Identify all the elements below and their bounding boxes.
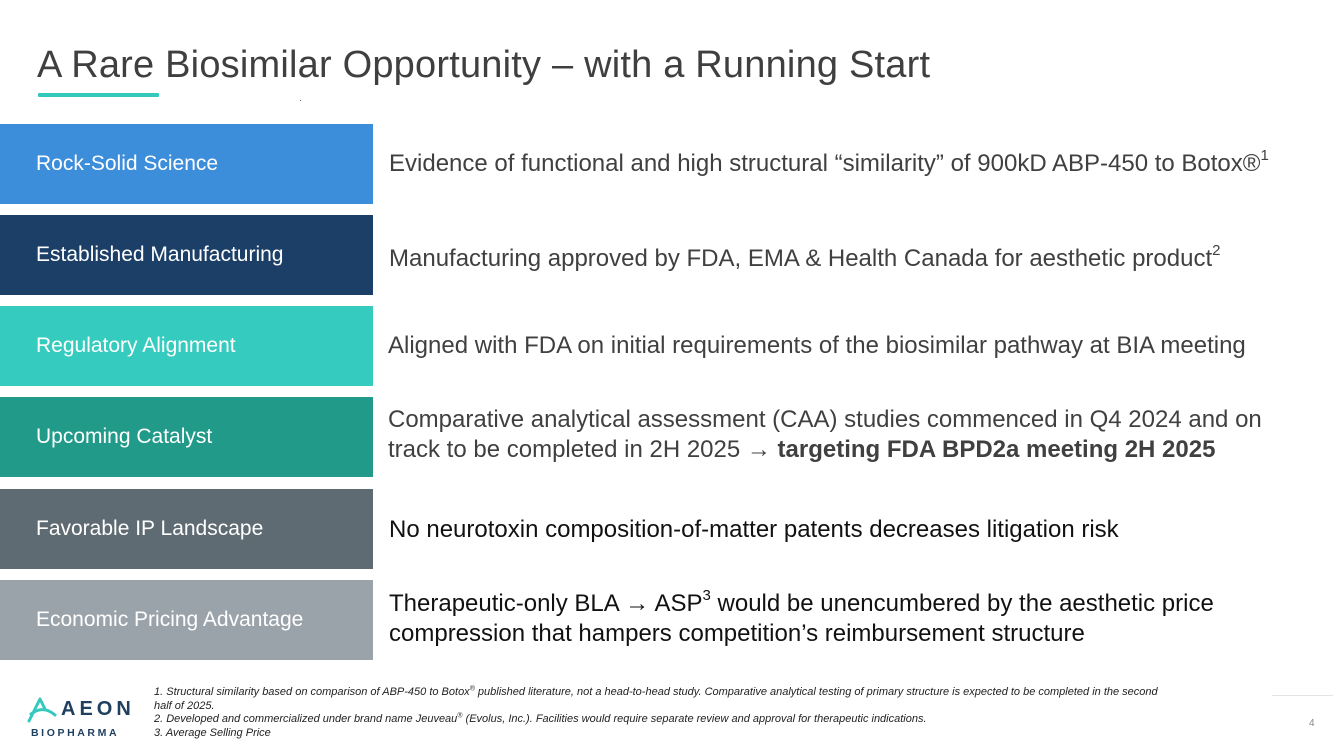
row-description (388, 306, 1308, 386)
footnote-3: 3. Average Selling Price (154, 726, 271, 739)
row-upcoming-catalyst (0, 397, 1333, 477)
logo-wordmark: AEON (61, 698, 135, 720)
row-regulatory-alignment (0, 306, 1333, 386)
footnote-text: 1. Structural similarity based on comparison of ABP-450 to Botox (154, 686, 470, 698)
page-title: A Rare Biosimilar Opportunity – with a Running Start (37, 44, 931, 86)
row-description (389, 124, 1309, 204)
page-number: 4 (1309, 718, 1315, 729)
row-description (389, 490, 1309, 570)
row-text-continued: would be unencumbered by the aesthetic price compression that hampers competition’s reimbursement structure (389, 590, 1214, 647)
row-economic-pricing-advantage (0, 580, 1333, 660)
row-label: Rock-Solid Science (36, 152, 219, 175)
row-description (389, 579, 1309, 659)
footnote-1 (154, 686, 1174, 713)
row-description (388, 395, 1308, 475)
footnote-text: 2. Developed and commercialized under brand name Jeuveau (154, 713, 458, 725)
row-label-box (0, 489, 373, 569)
row-text: Comparative analytical assessment (CAA) studies commenced in Q4 2024 and on track to be completed in 2H 2025 → (388, 406, 1262, 463)
row-established-manufacturing (0, 215, 1333, 295)
row-text-bold: targeting FDA BPD2a meeting 2H 2025 (777, 436, 1216, 463)
footnote-ref: 2 (1212, 242, 1221, 259)
row-label-box (0, 306, 373, 386)
row-text: Manufacturing approved by FDA, EMA & Health Canada for aesthetic product (389, 245, 1213, 272)
row-favorable-ip-landscape (0, 489, 1333, 569)
footer-divider (1272, 695, 1333, 696)
footnotes (154, 686, 1174, 740)
title-underline (38, 93, 159, 97)
aeon-logo-icon (27, 697, 57, 723)
row-label: Upcoming Catalyst (36, 425, 213, 448)
registered-mark: ® (457, 712, 463, 720)
footnote-ref: 3 (702, 587, 711, 604)
row-text: No neurotoxin composition-of-matter patents decreases litigation risk (389, 516, 1119, 543)
row-label: Regulatory Alignment (36, 334, 236, 357)
row-text: Therapeutic-only BLA → ASP (389, 590, 703, 617)
row-label: Established Manufacturing (36, 243, 284, 266)
row-label-box (0, 397, 373, 477)
logo-subtitle: BIOPHARMA (31, 727, 120, 739)
footnote-text: published literature, not a head-to-head study. Comparative analytical testing of primary structure is expected to be completed in the second half of 2025. (154, 686, 1158, 712)
footnote-2 (154, 713, 1174, 727)
row-text: Evidence of functional and high structural “similarity” of 900kD ABP-450 to Botox® (389, 150, 1261, 177)
aeon-logo (27, 694, 137, 742)
row-label: Economic Pricing Advantage (36, 608, 304, 631)
footnote-text: (Evolus, Inc.). Facilities would require separate review and approval for therapeutic indications. (462, 713, 927, 725)
footnote-ref: 1 (1260, 147, 1269, 164)
row-text: Aligned with FDA on initial requirements of the biosimilar pathway at BIA meeting (388, 332, 1246, 359)
row-rock-solid-science (0, 124, 1333, 204)
row-label: Favorable IP Landscape (36, 517, 264, 540)
row-label-box (0, 580, 373, 660)
decorative-dot (300, 100, 301, 101)
row-description (389, 219, 1309, 299)
row-label-box (0, 124, 373, 204)
row-label-box (0, 215, 373, 295)
registered-mark: ® (469, 685, 475, 693)
